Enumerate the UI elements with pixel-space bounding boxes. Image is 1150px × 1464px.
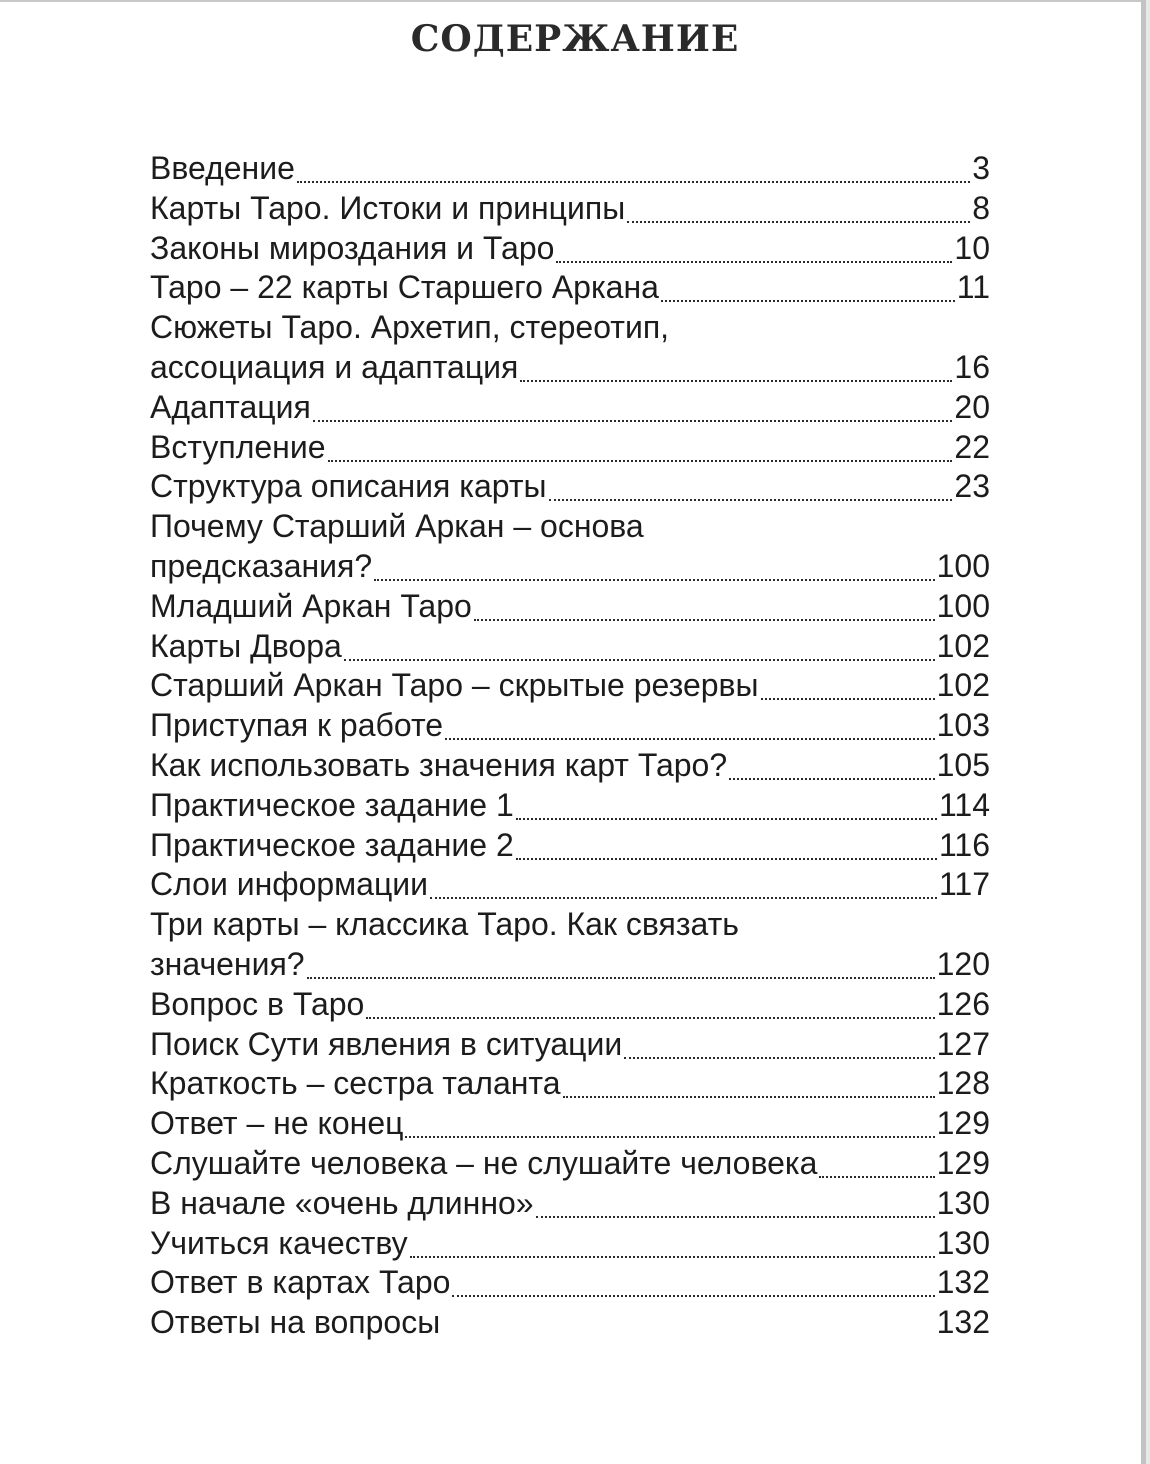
toc-entry-title: Краткость – сестра таланта — [150, 1065, 561, 1102]
toc-entry-row — [150, 1303, 990, 1343]
toc-entry — [150, 985, 990, 1025]
toc-entry — [150, 627, 990, 667]
toc-entry-title-line1-row — [150, 507, 990, 547]
toc-entry-title: Старший Аркан Таро – скрытые резервы — [150, 667, 759, 704]
toc-entry-row — [150, 229, 990, 269]
toc-entry-title: Практическое задание 2 — [150, 826, 514, 863]
dot-leader — [624, 1035, 934, 1059]
toc-entry-page-number: 126 — [936, 985, 990, 1022]
toc-entry-title: предсказания? — [150, 547, 373, 584]
toc-entry-page-number: 120 — [936, 945, 990, 982]
toc-entry — [150, 587, 990, 627]
toc-entry — [150, 1144, 990, 1184]
dot-leader — [556, 239, 952, 263]
toc-entry-title: Законы мироздания и Таро — [150, 229, 555, 266]
dot-leader — [516, 836, 937, 860]
toc-entry-title: Слои информации — [150, 866, 429, 903]
toc-entry-page-number: 129 — [936, 1105, 990, 1142]
toc-entry-title: Вступление — [150, 428, 326, 465]
toc-entry-row — [150, 985, 990, 1025]
dot-leader — [297, 159, 970, 183]
toc-entry-title: В начале «очень длинно» — [150, 1184, 534, 1221]
toc-entry — [150, 1025, 990, 1065]
toc-entry-title: Карты Двора — [150, 627, 342, 664]
dot-leader — [344, 637, 935, 661]
toc-entry-row — [150, 587, 990, 627]
toc-entry-page-number: 130 — [936, 1224, 990, 1261]
toc-entry-title: Карты Таро. Истоки и принципы — [150, 189, 626, 226]
dot-leader — [661, 278, 955, 302]
toc-entry — [150, 1303, 990, 1343]
toc-entry-row — [150, 1144, 990, 1184]
toc-entry-page-number: 132 — [936, 1304, 990, 1341]
toc-entry-title: значения? — [150, 945, 305, 982]
toc-entry-title-line1: Сюжеты Таро. Архетип, стереотип, — [150, 309, 670, 346]
toc-entry-page-number: 105 — [936, 746, 990, 783]
toc-entry — [150, 388, 990, 428]
toc-entry-title-line1-row — [150, 308, 990, 348]
toc-entry-page-number: 117 — [938, 866, 990, 903]
toc-entry-page-number: 10 — [954, 229, 990, 266]
toc-entry-title: Введение — [150, 150, 295, 186]
toc-entry — [150, 1224, 990, 1264]
toc-entry-row — [150, 627, 990, 667]
dot-leader — [445, 716, 935, 740]
toc-entry-page-number: 23 — [954, 468, 990, 505]
toc-entry-page-number: 102 — [936, 627, 990, 664]
dot-leader — [442, 1315, 934, 1337]
toc-entry-page-number: 132 — [936, 1264, 990, 1301]
toc-entry-title: Ответ в картах Таро — [150, 1264, 451, 1301]
toc-entry — [150, 1104, 990, 1144]
toc-entry-page-number: 100 — [936, 547, 990, 584]
toc-entry — [150, 706, 990, 746]
dot-leader — [313, 398, 953, 422]
dot-leader — [366, 995, 934, 1019]
toc-entry — [150, 428, 990, 468]
page-right-shadow — [1146, 0, 1150, 1464]
toc-entry — [150, 826, 990, 866]
toc-entry-page-number: 3 — [972, 150, 990, 186]
toc-entry-title: Практическое задание 1 — [150, 786, 514, 823]
toc-entry-page-number: 129 — [936, 1144, 990, 1181]
toc-entry-row — [150, 1104, 990, 1144]
toc-entry-row — [150, 945, 990, 985]
toc-entry-row — [150, 1184, 990, 1224]
toc-entry-row — [150, 149, 990, 189]
toc-entry — [150, 865, 990, 905]
toc-entry-page-number: 103 — [936, 707, 990, 744]
page-title: СОДЕРЖАНИЕ — [410, 18, 740, 60]
dot-leader — [819, 1154, 934, 1178]
dot-leader — [307, 955, 935, 979]
toc-entry — [150, 229, 990, 269]
toc-entry-title-line1: Почему Старший Аркан – основа — [150, 508, 644, 545]
toc-entry-page-number: 16 — [954, 348, 990, 385]
dot-leader — [516, 796, 937, 820]
toc-entry-page-number: 128 — [936, 1065, 990, 1102]
toc-entry-title: Ответ – не конец — [150, 1105, 404, 1142]
toc-entry — [150, 507, 990, 587]
toc-entry-row — [150, 746, 990, 786]
toc-entry — [150, 189, 990, 229]
toc-entry — [150, 1064, 990, 1104]
toc-entry-row — [150, 547, 990, 587]
dot-leader — [563, 1074, 935, 1098]
toc-entry-title: Адаптация — [150, 388, 311, 425]
toc-entry-title: Структура описания карты — [150, 468, 547, 505]
toc-entry-page-number: 22 — [954, 428, 990, 465]
toc-entry-row — [150, 826, 990, 866]
toc-entry-page-number: 114 — [938, 786, 990, 823]
toc-entry-page-number: 11 — [956, 269, 990, 306]
dot-leader — [410, 1234, 935, 1258]
toc-entry — [150, 905, 990, 985]
toc-entry — [150, 786, 990, 826]
toc-entry-page-number: 102 — [936, 667, 990, 704]
toc-entry-row — [150, 666, 990, 706]
toc-entry-title: Таро – 22 карты Старшего Аркана — [150, 269, 659, 306]
toc-entry-row — [150, 467, 990, 507]
dot-leader — [452, 1273, 934, 1297]
toc-entry-title: Учиться качеству — [150, 1224, 408, 1261]
dot-leader — [328, 438, 953, 462]
toc-entry — [150, 308, 990, 388]
toc-entry-row — [150, 348, 990, 388]
toc-entry-row — [150, 706, 990, 746]
table-of-contents — [150, 149, 990, 1343]
toc-entry-page-number: 127 — [936, 1025, 990, 1062]
toc-entry-row — [150, 1064, 990, 1104]
dot-leader — [474, 597, 935, 621]
toc-entry-row — [150, 388, 990, 428]
dot-leader — [536, 1194, 935, 1218]
toc-entry-title: Приступая к работе — [150, 707, 444, 744]
toc-entry-title: Поиск Сути явления в ситуации — [150, 1025, 623, 1062]
toc-entry-row — [150, 189, 990, 229]
dot-leader — [627, 199, 970, 223]
toc-entry — [150, 149, 990, 189]
toc-entry-row — [150, 786, 990, 826]
toc-entry-title: Ответы на вопросы — [150, 1304, 441, 1341]
toc-entry — [150, 1263, 990, 1303]
toc-entry — [150, 467, 990, 507]
toc-entry-page-number: 100 — [936, 587, 990, 624]
toc-entry — [150, 666, 990, 706]
toc-entry — [150, 1184, 990, 1224]
page-top-border — [0, 0, 1150, 2]
toc-entry-page-number: 20 — [954, 388, 990, 425]
toc-entry — [150, 268, 990, 308]
toc-entry — [150, 746, 990, 786]
toc-entry-title-line1-row — [150, 905, 990, 945]
toc-entry-page-number: 8 — [972, 189, 990, 226]
dot-leader — [761, 676, 935, 700]
dot-leader — [549, 477, 953, 501]
toc-entry-title: Младший Аркан Таро — [150, 587, 472, 624]
toc-entry-page-number: 116 — [938, 826, 990, 863]
toc-entry-title-line1: Три карты – классика Таро. Как связать — [150, 906, 739, 943]
toc-entry-row — [150, 268, 990, 308]
dot-leader — [430, 875, 937, 899]
toc-entry-title: Слушайте человека – не слушайте человека — [150, 1144, 818, 1181]
toc-entry-row — [150, 1224, 990, 1264]
dot-leader — [374, 557, 934, 581]
dot-leader — [520, 358, 952, 382]
toc-entry-page-number: 130 — [936, 1184, 990, 1221]
toc-entry-row — [150, 865, 990, 905]
toc-entry-title: Как использовать значения карт Таро? — [150, 746, 728, 783]
toc-entry-title: ассоциация и адаптация — [150, 348, 519, 385]
toc-entry-row — [150, 428, 990, 468]
dot-leader — [405, 1114, 934, 1138]
toc-entry-row — [150, 1025, 990, 1065]
toc-entry-row — [150, 1263, 990, 1303]
dot-leader — [729, 756, 934, 780]
toc-entry-title: Вопрос в Таро — [150, 985, 365, 1022]
